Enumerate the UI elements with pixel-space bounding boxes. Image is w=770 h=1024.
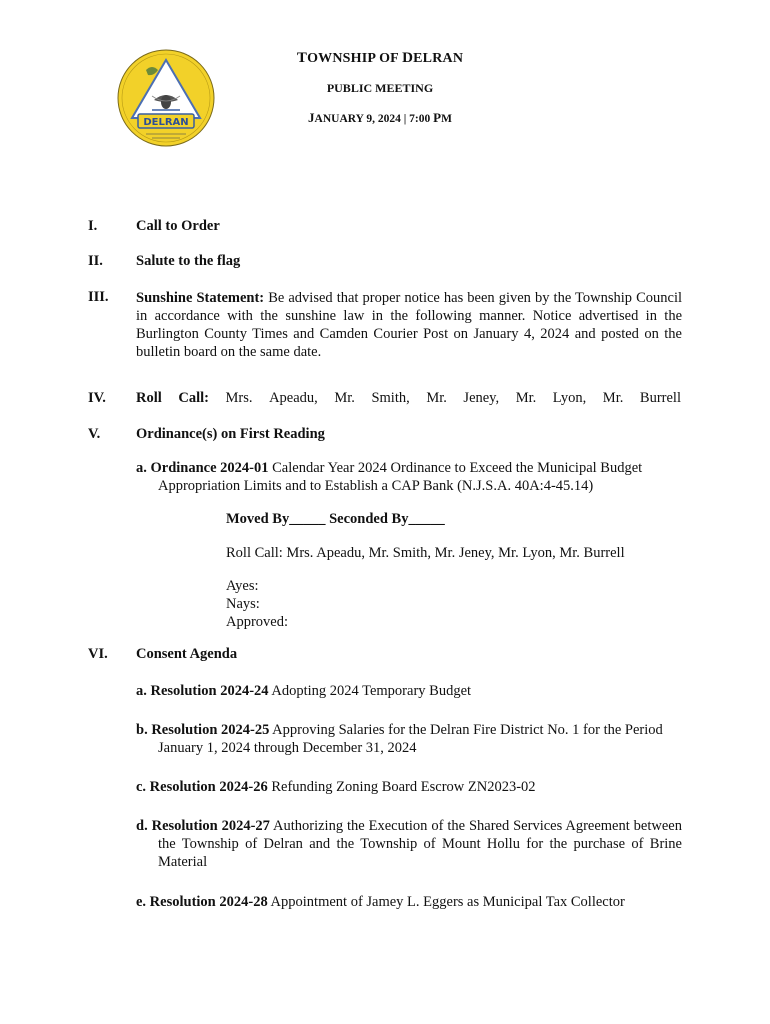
item-number: V. (88, 426, 101, 442)
vote-nays: Nays: (226, 596, 260, 612)
moved-seconded-line: Moved By_____ Seconded By_____ (226, 511, 445, 527)
resolution-2024-26: c. Resolution 2024-26 Refunding Zoning Board Escrow ZN2023-02 (136, 779, 536, 795)
document-title: TOWNSHIP OF DELRAN (296, 50, 464, 66)
item-number: II. (88, 253, 103, 269)
item-number: VI. (88, 646, 108, 662)
resolution-2024-24: a. Resolution 2024-24 Adopting 2024 Temporary Budget (136, 683, 472, 699)
seal-banner-text: DELRAN (143, 117, 189, 128)
vote-ayes: Ayes: (226, 578, 259, 594)
section-title-ordinances: Ordinance(s) on First Reading (136, 426, 325, 442)
agenda-item-salute: Salute to the flag (136, 253, 241, 269)
roll-call-row: Roll Call: Mrs. Apeadu, Mr. Smith, Mr. Jeney, Mr. Lyon, Mr. Burrell (136, 390, 681, 406)
resolution-2024-25: b. Resolution 2024-25 Approving Salaries for the Delran Fire District No. 1 for the Period January 1, 2024 through December 31, 2024 (136, 722, 663, 756)
resolution-2024-27: d. Resolution 2024-27 Authorizing the Execution of the Shared Services Agreement between the Township of Delran and the Township of Mount Hollu for the purchase of Brine Material (136, 818, 682, 870)
item-number: I. (88, 218, 98, 234)
resolution-2024-28: e. Resolution 2024-28 Appointment of Jamey L. Eggers as Municipal Tax Collector (136, 894, 625, 910)
ordinance-2024-01: a. Ordinance 2024-01 Calendar Year 2024 Ordinance to Exceed the Municipal Budget Appropriation Limits and to Establish a CAP Bank (N.J.S.A. 40A:4-45.14) (136, 460, 643, 494)
item-number: III. (88, 289, 109, 305)
vote-approved: Approved: (226, 614, 289, 630)
sunshine-statement: Sunshine Statement: Be advised that proper notice has been given by the Township Council in accordance with the sunshine law in the following manner. Notice advertised in the Burlington County Times and Camden Courier Post on January 4, 2024 and posted on the bulletin board on the same date. (136, 290, 683, 360)
item-number: IV. (88, 390, 106, 406)
document-subtitle: PUBLIC MEETING (326, 81, 434, 95)
meeting-date: JANUARY 9, 2024 | 7:00 PM (308, 110, 452, 125)
ordinance-roll-call: Roll Call: Mrs. Apeadu, Mr. Smith, Mr. Jeney, Mr. Lyon, Mr. Burrell (226, 545, 625, 561)
section-title-consent-agenda: Consent Agenda (136, 646, 238, 662)
agenda-item-call-to-order: Call to Order (136, 218, 220, 234)
